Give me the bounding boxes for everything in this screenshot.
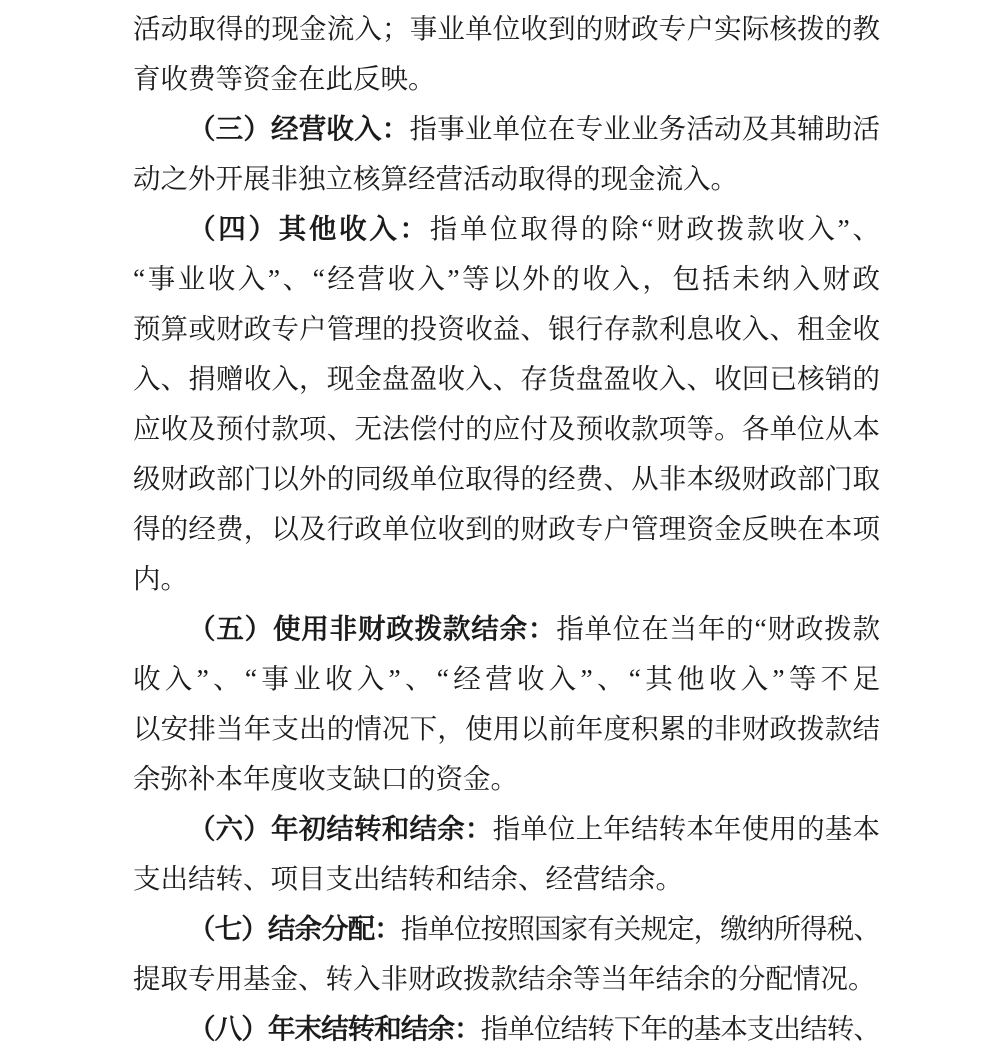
body-text: 应收及预付款项、无法偿付的应付及预收款项等。各单位从本: [133, 413, 880, 444]
body-text: 级财政部门以外的同级单位取得的经费、从非本级财政部门取: [133, 463, 880, 494]
text-line-4: [133, 154, 880, 204]
clause-heading: （八）年末结转和结余：: [188, 1013, 481, 1044]
body-text: 指单位结转下年的基本支出结转、: [480, 1013, 880, 1044]
body-text: 提取专用基金、转入非财政拨款结余等当年结余的分配情况。: [133, 963, 876, 994]
body-text: 入、捐赠收入，现金盘盈收入、存货盘盈收入、收回已核销的: [133, 363, 880, 394]
clause-heading: （六）年初结转和结余：: [188, 813, 493, 844]
text-line-9: [133, 404, 880, 454]
body-text: 余弥补本年度收支缺口的资金。: [133, 763, 518, 794]
body-text: 指单位上年结转本年使用的基本: [492, 813, 880, 844]
body-text: 指事业单位在专业业务活动及其辅助活: [409, 113, 880, 144]
body-text: 得的经费，以及行政单位收到的财政专户管理资金反映在本项: [133, 513, 880, 544]
clause-heading: （三）经营收入：: [188, 113, 410, 144]
text-line-17: [133, 804, 880, 854]
text-line-10: [133, 454, 880, 504]
text-line-5: [133, 204, 880, 254]
text-line-1: [133, 4, 880, 54]
body-text: 活动取得的现金流入；事业单位收到的财政专户实际核拨的教: [133, 13, 880, 44]
text-line-3: [133, 104, 880, 154]
body-text: 支出结转、项目支出结转和结余、经营结余。: [133, 863, 683, 894]
document-text: [133, 4, 880, 1054]
body-text: 动之外开展非独立核算经营活动取得的现金流入。: [133, 163, 738, 194]
text-line-7: [133, 304, 880, 354]
text-line-19: [133, 904, 880, 954]
body-text: 指单位取得的除“财政拨款收入”、: [429, 213, 880, 244]
body-text: 以安排当年支出的情况下，使用以前年度积累的非财政拨款结: [133, 713, 880, 744]
body-text: 育收费等资金在此反映。: [133, 63, 436, 94]
body-text: 预算或财政专户管理的投资收益、银行存款利息收入、租金收: [133, 313, 880, 344]
text-line-21: [133, 1004, 880, 1054]
text-line-18: [133, 854, 880, 904]
body-text: “事业收入”、“经营收入”等以外的收入，包括未纳入财政: [133, 263, 880, 294]
text-line-12: [133, 554, 880, 604]
text-line-8: [133, 354, 880, 404]
text-line-6: [133, 254, 880, 304]
text-line-11: [133, 504, 880, 554]
text-line-13: [133, 604, 880, 654]
body-text: 收入”、“事业收入”、“经营收入”、“其他收入”等不足: [133, 663, 880, 694]
text-line-16: [133, 754, 880, 804]
text-line-20: [133, 954, 880, 1004]
clause-heading: （五）使用非财政拨款结余：: [188, 613, 557, 644]
body-text: 内。: [133, 563, 188, 594]
body-text: 指单位按照国家有关规定，缴纳所得税、: [400, 913, 880, 944]
text-line-15: [133, 704, 880, 754]
clause-heading: （七）结余分配：: [188, 913, 401, 944]
body-text: 指单位在当年的“财政拨款: [556, 613, 880, 644]
text-line-2: [133, 54, 880, 104]
clause-heading: （四）其他收入：: [188, 213, 430, 244]
text-line-14: [133, 654, 880, 704]
